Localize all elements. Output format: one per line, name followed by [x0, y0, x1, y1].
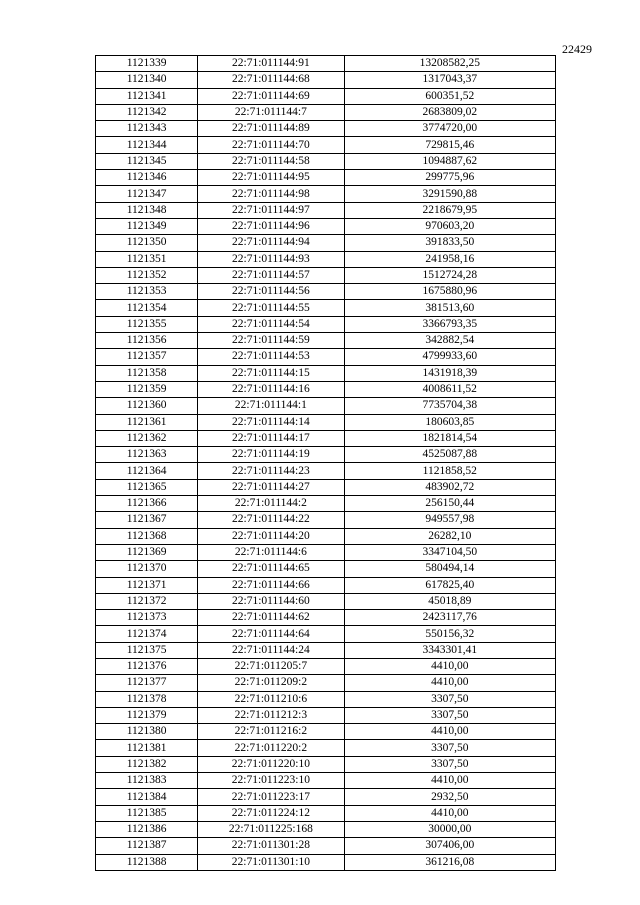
cadastral-value-cell: 4410,00: [344, 805, 555, 821]
record-number-cell: 1121346: [96, 170, 198, 186]
record-number-cell: 1121377: [96, 675, 198, 691]
record-number-cell: 1121357: [96, 349, 198, 365]
cadastral-number-cell: 22:71:011144:7: [198, 104, 344, 120]
table-row: [96, 267, 556, 283]
cadastral-value-cell: 26282,10: [344, 528, 555, 544]
record-number-cell: 1121360: [96, 398, 198, 414]
cadastral-value-cell: 1317043,37: [344, 72, 555, 88]
cadastral-value-cell: 3307,50: [344, 740, 555, 756]
cadastral-number-cell: 22:71:011144:96: [198, 218, 344, 234]
cadastral-value-cell: 1675880,96: [344, 284, 555, 300]
record-number-cell: 1121375: [96, 642, 198, 658]
cadastral-value-cell: 45018,89: [344, 593, 555, 609]
table-row: [96, 137, 556, 153]
cadastral-value-cell: 241958,16: [344, 251, 555, 267]
cadastral-number-cell: 22:71:011144:15: [198, 365, 344, 381]
table-row: [96, 365, 556, 381]
cadastral-value-cell: 970603,20: [344, 218, 555, 234]
record-number-cell: 1121359: [96, 381, 198, 397]
record-number-cell: 1121347: [96, 186, 198, 202]
record-number-cell: 1121358: [96, 365, 198, 381]
cadastral-value-cell: 3366793,35: [344, 316, 555, 332]
table-row: [96, 251, 556, 267]
table-row: [96, 854, 556, 870]
table-row: [96, 626, 556, 642]
cadastral-number-cell: 22:71:011144:70: [198, 137, 344, 153]
cadastral-number-cell: 22:71:011224:12: [198, 805, 344, 821]
record-number-cell: 1121373: [96, 610, 198, 626]
record-number-cell: 1121388: [96, 854, 198, 870]
record-number-cell: 1121340: [96, 72, 198, 88]
cadastral-number-cell: 22:71:011205:7: [198, 658, 344, 674]
cadastral-value-cell: 3347104,50: [344, 544, 555, 560]
cadastral-number-cell: 22:71:011212:3: [198, 707, 344, 723]
cadastral-number-cell: 22:71:011144:69: [198, 88, 344, 104]
cadastral-number-cell: 22:71:011144:17: [198, 430, 344, 446]
cadastral-number-cell: 22:71:011144:94: [198, 235, 344, 251]
cadastral-value-cell: 4008611,52: [344, 381, 555, 397]
record-number-cell: 1121349: [96, 218, 198, 234]
table-row: [96, 805, 556, 821]
table-row: [96, 642, 556, 658]
cadastral-number-cell: 22:71:011301:10: [198, 854, 344, 870]
table-row: [96, 821, 556, 837]
table-row: [96, 773, 556, 789]
cadastral-number-cell: 22:71:011223:10: [198, 773, 344, 789]
cadastral-value-cell: 7735704,38: [344, 398, 555, 414]
table-row: [96, 56, 556, 72]
record-number-cell: 1121341: [96, 88, 198, 104]
record-number-cell: 1121366: [96, 496, 198, 512]
table-row: [96, 300, 556, 316]
cadastral-value-cell: 3307,50: [344, 707, 555, 723]
cadastral-value-cell: 3307,50: [344, 691, 555, 707]
cadastral-value-cell: 4410,00: [344, 724, 555, 740]
cadastral-value-cell: 1094887,62: [344, 153, 555, 169]
cadastral-value-cell: 4410,00: [344, 675, 555, 691]
record-number-cell: 1121386: [96, 821, 198, 837]
table-row: [96, 316, 556, 332]
cadastral-number-cell: 22:71:011144:58: [198, 153, 344, 169]
cadastral-number-cell: 22:71:011144:27: [198, 479, 344, 495]
cadastral-number-cell: 22:71:011144:64: [198, 626, 344, 642]
table-row: [96, 381, 556, 397]
cadastral-number-cell: 22:71:011144:98: [198, 186, 344, 202]
cadastral-value-cell: 600351,52: [344, 88, 555, 104]
cadastral-number-cell: 22:71:011144:24: [198, 642, 344, 658]
cadastral-value-cell: 256150,44: [344, 496, 555, 512]
table-row: [96, 707, 556, 723]
table-row: [96, 610, 556, 626]
cadastral-value-cell: 307406,00: [344, 838, 555, 854]
cadastral-number-cell: 22:71:011216:2: [198, 724, 344, 740]
cadastral-value-cell: 1821814,54: [344, 430, 555, 446]
record-number-cell: 1121372: [96, 593, 198, 609]
table-row: [96, 170, 556, 186]
cadastral-number-cell: 22:71:011223:17: [198, 789, 344, 805]
cadastral-number-cell: 22:71:011144:59: [198, 333, 344, 349]
cadastral-value-cell: 729815,46: [344, 137, 555, 153]
cadastral-value-cell: 381513,60: [344, 300, 555, 316]
record-number-cell: 1121381: [96, 740, 198, 756]
cadastral-value-table: [95, 55, 556, 871]
cadastral-number-cell: 22:71:011144:23: [198, 463, 344, 479]
record-number-cell: 1121378: [96, 691, 198, 707]
table-row: [96, 447, 556, 463]
cadastral-value-cell: 4410,00: [344, 658, 555, 674]
cadastral-value-cell: 2683809,02: [344, 104, 555, 120]
cadastral-value-cell: 2423117,76: [344, 610, 555, 626]
table-row: [96, 121, 556, 137]
cadastral-value-cell: 2932,50: [344, 789, 555, 805]
cadastral-value-cell: 483902,72: [344, 479, 555, 495]
record-number-cell: 1121343: [96, 121, 198, 137]
table-row: [96, 153, 556, 169]
record-number-cell: 1121371: [96, 577, 198, 593]
cadastral-value-cell: 1431918,39: [344, 365, 555, 381]
table-row: [96, 789, 556, 805]
table-row: [96, 430, 556, 446]
cadastral-number-cell: 22:71:011144:20: [198, 528, 344, 544]
table-row: [96, 691, 556, 707]
cadastral-value-cell: 4525087,88: [344, 447, 555, 463]
cadastral-number-cell: 22:71:011144:2: [198, 496, 344, 512]
record-number-cell: 1121387: [96, 838, 198, 854]
cadastral-number-cell: 22:71:011144:91: [198, 56, 344, 72]
table-row: [96, 528, 556, 544]
cadastral-number-cell: 22:71:011144:56: [198, 284, 344, 300]
cadastral-number-cell: 22:71:011144:6: [198, 544, 344, 560]
record-number-cell: 1121382: [96, 756, 198, 772]
cadastral-number-cell: 22:71:011144:54: [198, 316, 344, 332]
page-number: 22429: [562, 42, 592, 56]
cadastral-value-cell: 1512724,28: [344, 267, 555, 283]
cadastral-value-cell: 580494,14: [344, 561, 555, 577]
cadastral-number-cell: 22:71:011144:65: [198, 561, 344, 577]
record-number-cell: 1121354: [96, 300, 198, 316]
record-number-cell: 1121370: [96, 561, 198, 577]
record-number-cell: 1121348: [96, 202, 198, 218]
table-row: [96, 414, 556, 430]
record-number-cell: 1121353: [96, 284, 198, 300]
record-number-cell: 1121350: [96, 235, 198, 251]
table-row: [96, 544, 556, 560]
cadastral-number-cell: 22:71:011144:62: [198, 610, 344, 626]
cadastral-number-cell: 22:71:011144:68: [198, 72, 344, 88]
cadastral-number-cell: 22:71:011144:53: [198, 349, 344, 365]
cadastral-value-cell: 3343301,41: [344, 642, 555, 658]
cadastral-value-cell: 4799933,60: [344, 349, 555, 365]
table-row: [96, 479, 556, 495]
table-row: [96, 561, 556, 577]
record-number-cell: 1121342: [96, 104, 198, 120]
table-row: [96, 496, 556, 512]
table-row: [96, 577, 556, 593]
cadastral-value-cell: 13208582,25: [344, 56, 555, 72]
record-number-cell: 1121369: [96, 544, 198, 560]
table-row: [96, 398, 556, 414]
cadastral-number-cell: 22:71:011220:2: [198, 740, 344, 756]
cadastral-value-cell: 1121858,52: [344, 463, 555, 479]
table-row: [96, 463, 556, 479]
table-row: [96, 284, 556, 300]
cadastral-number-cell: 22:71:011144:97: [198, 202, 344, 218]
record-number-cell: 1121355: [96, 316, 198, 332]
cadastral-number-cell: 22:71:011210:6: [198, 691, 344, 707]
cadastral-number-cell: 22:71:011144:19: [198, 447, 344, 463]
record-number-cell: 1121368: [96, 528, 198, 544]
record-number-cell: 1121361: [96, 414, 198, 430]
cadastral-value-cell: 949557,98: [344, 512, 555, 528]
record-number-cell: 1121365: [96, 479, 198, 495]
cadastral-value-cell: 2218679,95: [344, 202, 555, 218]
cadastral-value-cell: 3307,50: [344, 756, 555, 772]
table-row: [96, 724, 556, 740]
cadastral-value-cell: 180603,85: [344, 414, 555, 430]
cadastral-value-cell: 617825,40: [344, 577, 555, 593]
table-row: [96, 104, 556, 120]
cadastral-number-cell: 22:71:011209:2: [198, 675, 344, 691]
cadastral-number-cell: 22:71:011144:89: [198, 121, 344, 137]
cadastral-value-cell: 4410,00: [344, 773, 555, 789]
record-number-cell: 1121352: [96, 267, 198, 283]
table-row: [96, 202, 556, 218]
record-number-cell: 1121345: [96, 153, 198, 169]
record-number-cell: 1121374: [96, 626, 198, 642]
table-row: [96, 333, 556, 349]
table-row: [96, 235, 556, 251]
cadastral-value-cell: 30000,00: [344, 821, 555, 837]
record-number-cell: 1121376: [96, 658, 198, 674]
table-row: [96, 658, 556, 674]
table-row: [96, 740, 556, 756]
cadastral-value-cell: 361216,08: [344, 854, 555, 870]
record-number-cell: 1121344: [96, 137, 198, 153]
table-row: [96, 838, 556, 854]
cadastral-value-cell: 3774720,00: [344, 121, 555, 137]
cadastral-number-cell: 22:71:011301:28: [198, 838, 344, 854]
record-number-cell: 1121362: [96, 430, 198, 446]
table-row: [96, 72, 556, 88]
record-number-cell: 1121363: [96, 447, 198, 463]
cadastral-value-cell: 342882,54: [344, 333, 555, 349]
record-number-cell: 1121380: [96, 724, 198, 740]
record-number-cell: 1121384: [96, 789, 198, 805]
cadastral-number-cell: 22:71:011144:57: [198, 267, 344, 283]
cadastral-number-cell: 22:71:011144:93: [198, 251, 344, 267]
cadastral-number-cell: 22:71:011144:66: [198, 577, 344, 593]
cadastral-number-cell: 22:71:011144:16: [198, 381, 344, 397]
table-row: [96, 593, 556, 609]
cadastral-number-cell: 22:71:011144:22: [198, 512, 344, 528]
cadastral-value-cell: 391833,50: [344, 235, 555, 251]
cadastral-number-cell: 22:71:011144:55: [198, 300, 344, 316]
cadastral-value-cell: 299775,96: [344, 170, 555, 186]
cadastral-number-cell: 22:71:011225:168: [198, 821, 344, 837]
cadastral-value-cell: 3291590,88: [344, 186, 555, 202]
table-row: [96, 756, 556, 772]
cadastral-number-cell: 22:71:011220:10: [198, 756, 344, 772]
table-row: [96, 88, 556, 104]
record-number-cell: 1121364: [96, 463, 198, 479]
cadastral-value-cell: 550156,32: [344, 626, 555, 642]
cadastral-number-cell: 22:71:011144:1: [198, 398, 344, 414]
table-body: [96, 56, 556, 871]
table-row: [96, 675, 556, 691]
table-row: [96, 186, 556, 202]
cadastral-number-cell: 22:71:011144:95: [198, 170, 344, 186]
table-row: [96, 218, 556, 234]
record-number-cell: 1121339: [96, 56, 198, 72]
record-number-cell: 1121351: [96, 251, 198, 267]
record-number-cell: 1121379: [96, 707, 198, 723]
record-number-cell: 1121367: [96, 512, 198, 528]
record-number-cell: 1121385: [96, 805, 198, 821]
table-row: [96, 512, 556, 528]
table-row: [96, 349, 556, 365]
cadastral-number-cell: 22:71:011144:60: [198, 593, 344, 609]
cadastral-number-cell: 22:71:011144:14: [198, 414, 344, 430]
record-number-cell: 1121356: [96, 333, 198, 349]
record-number-cell: 1121383: [96, 773, 198, 789]
